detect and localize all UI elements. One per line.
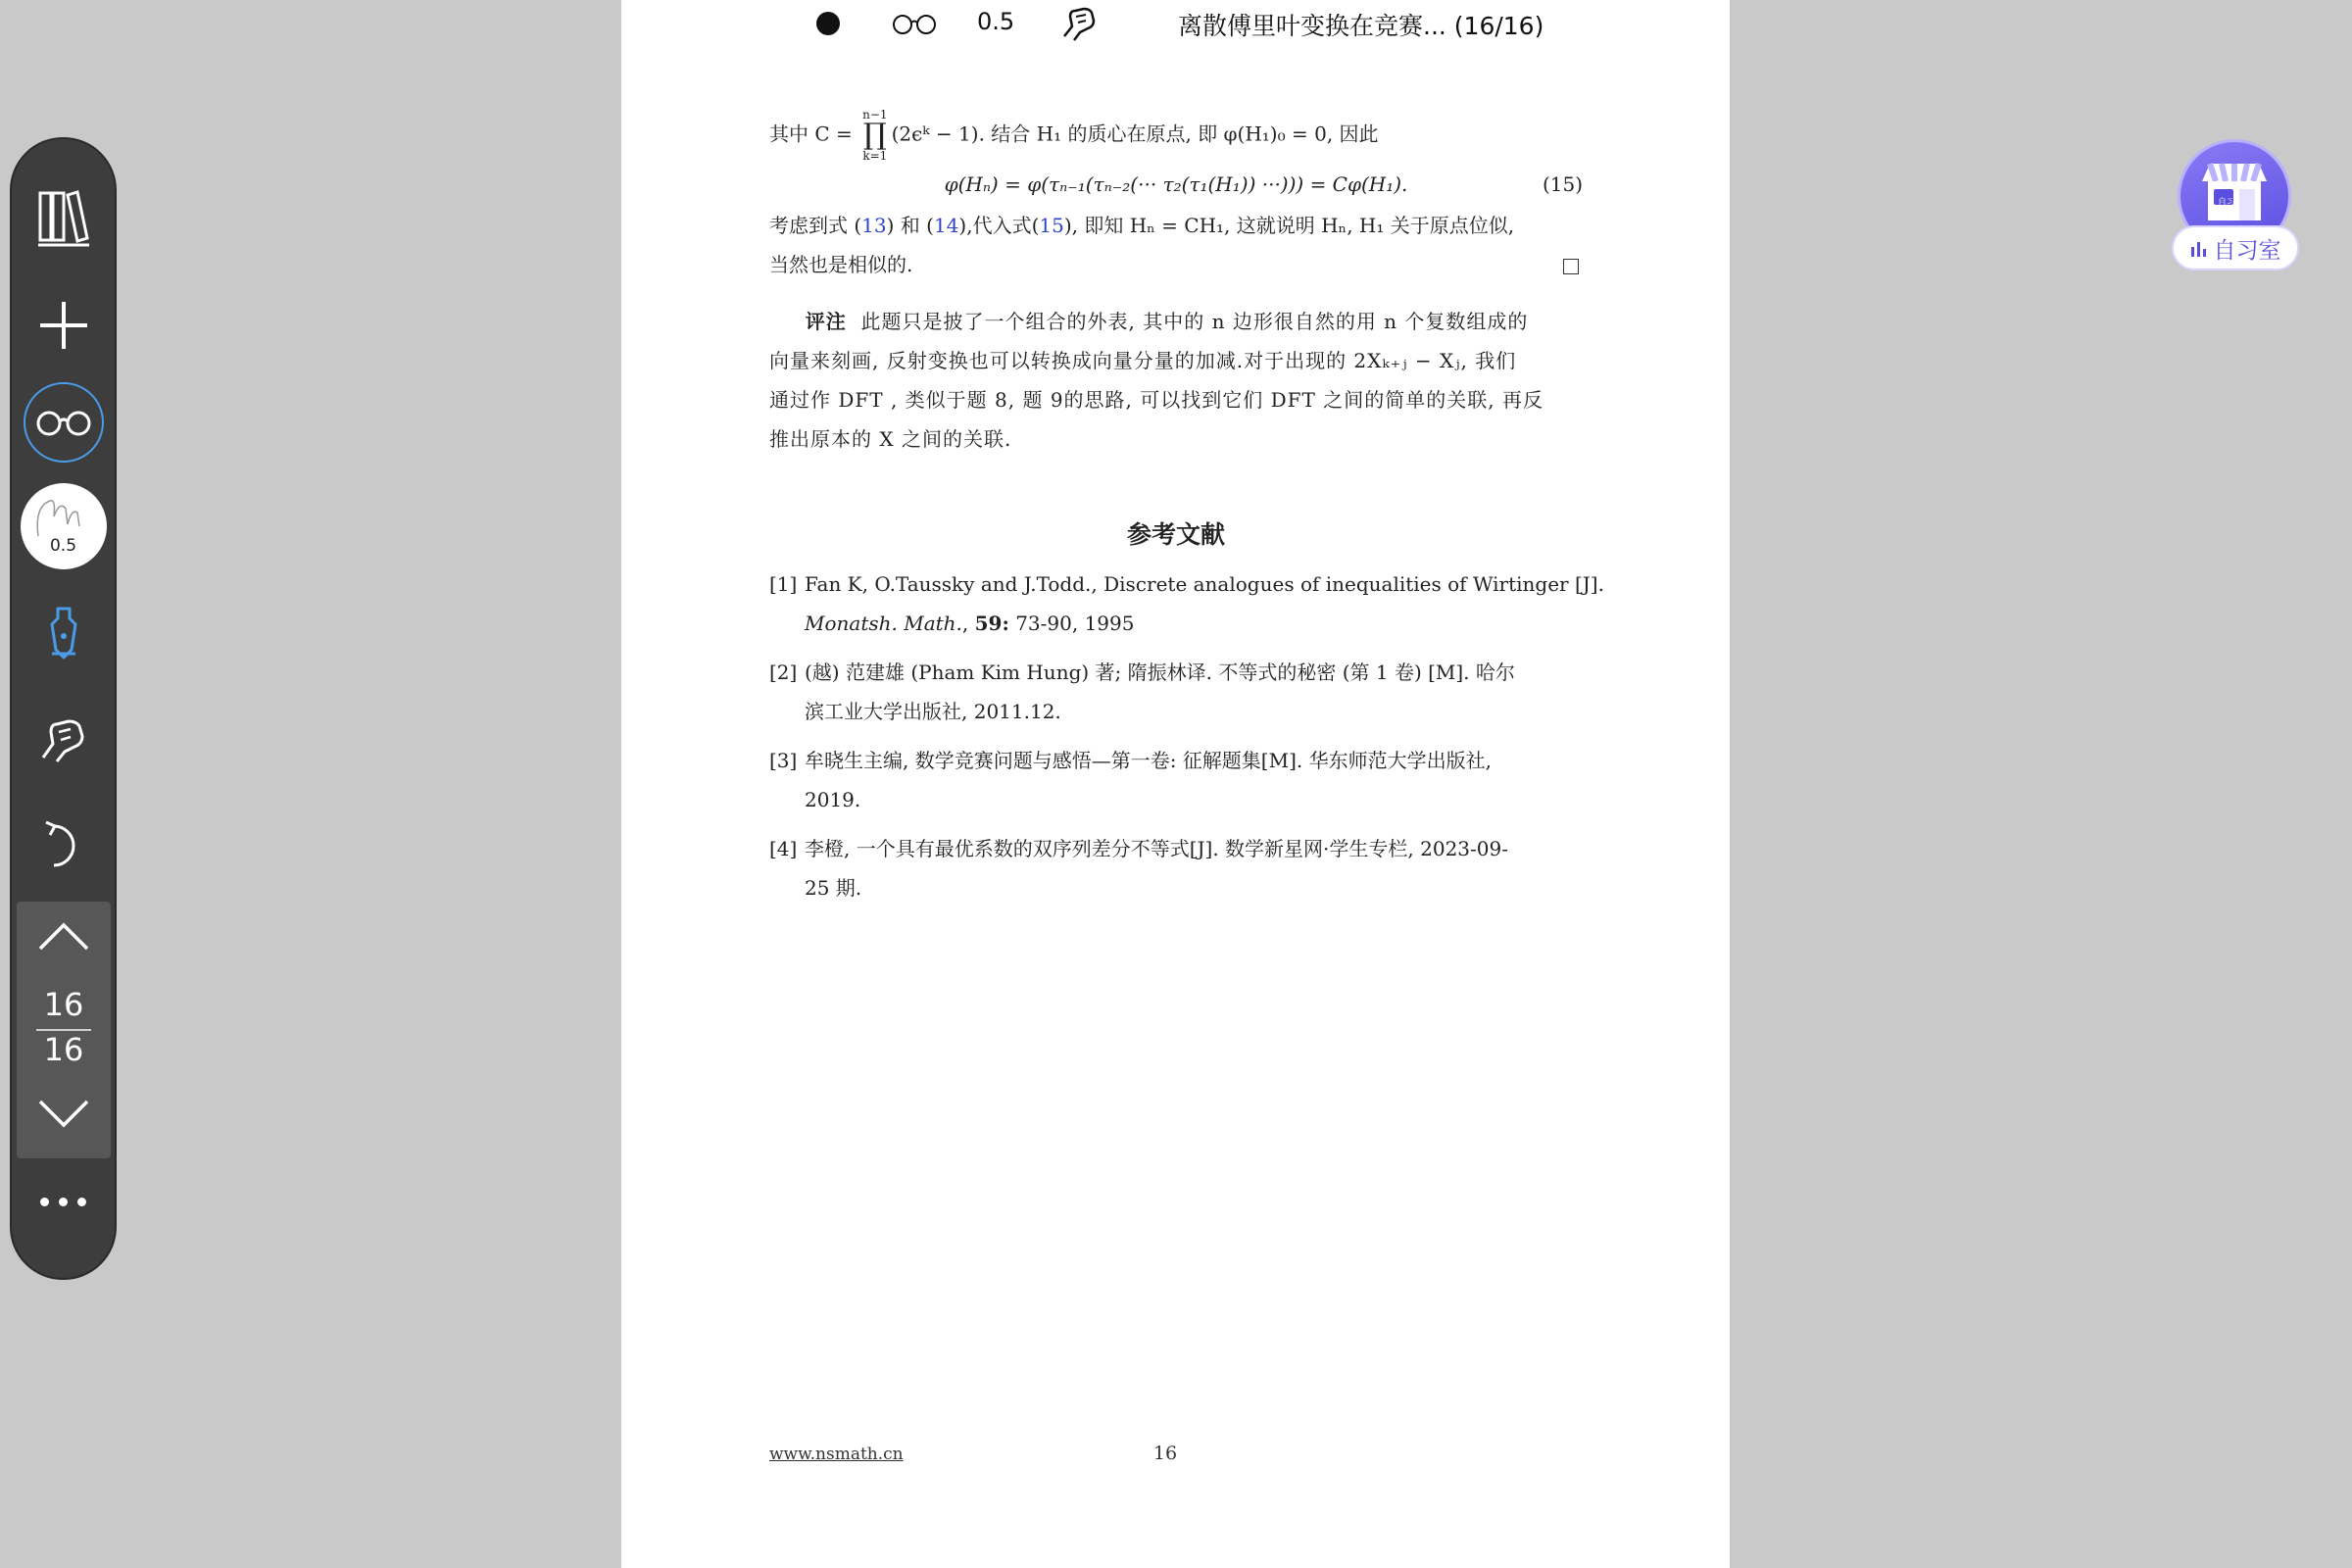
footer-url-link[interactable]: www.nsmath.cn	[769, 1445, 904, 1464]
glasses-icon[interactable]	[891, 11, 938, 36]
equation-link-13[interactable]: 13	[861, 214, 887, 237]
pen-size-label: 0.5	[49, 536, 77, 556]
hand-icon	[35, 712, 92, 765]
remark-label: 评注	[805, 310, 847, 333]
reference-item: [1] Fan K, O.Taussky and J.Todd., Discrete analogues of inequalities of Wirtinger [J]. Monatsh. Math., 59: 73-90, 1995	[769, 572, 1604, 635]
qed-square-icon	[1563, 259, 1579, 274]
total-pages: 16	[43, 1031, 84, 1068]
more-options-button[interactable]	[12, 1198, 115, 1206]
text-line: 当然也是相似的.	[769, 245, 1583, 284]
more-dot-icon	[40, 1198, 49, 1206]
study-room-button[interactable]	[2172, 225, 2299, 270]
more-dot-icon	[77, 1198, 86, 1206]
equation-block	[769, 163, 1583, 206]
glasses-icon	[34, 408, 93, 437]
pen-size-button[interactable]	[12, 482, 115, 570]
pen-color-dot-icon[interactable]	[816, 12, 840, 35]
reference-item: [4] 李橙, 一个具有最优系数的双序列差分不等式[J]. 数学新星网·学生专栏, 2023-09- 25 期.	[769, 837, 1508, 900]
reference-item: [3] 牟晓生主编, 数学竞赛问题与感悟—第一卷: 征解题集[M]. 华东师范大学出版社, 2019.	[769, 749, 1492, 811]
study-room-label: 自习室	[2213, 237, 2281, 264]
document-page	[621, 0, 1730, 1568]
current-page: 16	[43, 986, 84, 1023]
remark-paragraph: 评注 此题只是披了一个组合的外表, 其中的 n 边形很自然的用 n 个复数组成的 向量来刻画, 反射变换也可以转换成向量分量的加减.对于出现的 2Xₖ₊ⱼ − Xⱼ, 我们 通过作 DFT , 类似于题 8, 题 9的思路, 可以找到它们 DFT 之间的简单的关联, 再反 推出原本的 X 之间的关联.	[769, 310, 1544, 451]
undo-icon	[40, 816, 87, 873]
page-content	[769, 108, 1604, 907]
left-toolbar	[10, 137, 117, 1280]
study-room-badge: 自习	[2218, 198, 2236, 208]
top-status-bar	[621, 0, 1730, 47]
library-icon	[36, 187, 91, 248]
plus-icon	[38, 300, 89, 351]
page-down-icon[interactable]	[36, 1098, 91, 1129]
pen-size-value[interactable]: 0.5	[977, 8, 1015, 35]
page-up-icon[interactable]	[36, 921, 91, 953]
reading-mode-button[interactable]	[12, 381, 115, 464]
references-heading: 参考文献	[1126, 520, 1225, 549]
undo-button[interactable]	[12, 806, 115, 884]
equation-number: (15)	[1542, 172, 1583, 196]
document-title: 离散傅里叶变换在竞赛... (16/16)	[1178, 12, 1544, 40]
footer-page-number: 16	[1152, 1443, 1178, 1464]
hand-tool-button[interactable]	[12, 700, 115, 778]
equation-link-15[interactable]: 15	[1039, 214, 1064, 237]
pen-tool-button[interactable]	[12, 595, 115, 673]
add-button[interactable]	[12, 286, 115, 365]
page-navigator	[17, 902, 111, 1158]
reference-item: [2] (越) 范建雄 (Pham Kim Hung) 著; 隋振林译. 不等式的秘密 (第 1 卷) [M]. 哈尔 滨工业大学出版社, 2011.12.	[769, 661, 1515, 723]
hand-icon[interactable]	[1058, 3, 1100, 42]
text-line: 其中 C = n−1 ∏ k=1 (2ϵᵏ − 1). 结合 H₁ 的质心在原点, 即 φ(H₁)₀ = 0, 因此	[769, 108, 1379, 163]
equation: φ(Hₙ) = φ(τₙ₋₁(τₙ₋₂(··· τ₂(τ₁(H₁)) ···))) = Cφ(H₁).	[944, 172, 1408, 196]
library-button[interactable]	[12, 178, 115, 257]
more-dot-icon	[59, 1198, 68, 1206]
equation-link-14[interactable]: 14	[933, 214, 959, 237]
fountain-pen-icon	[44, 605, 83, 663]
study-room-widget[interactable]	[2172, 135, 2299, 280]
text-line: 考虑到式 (13) 和 (14),代入式(15), 即知 Hₙ = CH₁, 这就说明 Hₙ, H₁ 关于原点位似,	[769, 214, 1515, 237]
product-symbol: n−1 ∏ k=1	[862, 108, 888, 163]
bar-chart-icon	[2190, 239, 2208, 257]
